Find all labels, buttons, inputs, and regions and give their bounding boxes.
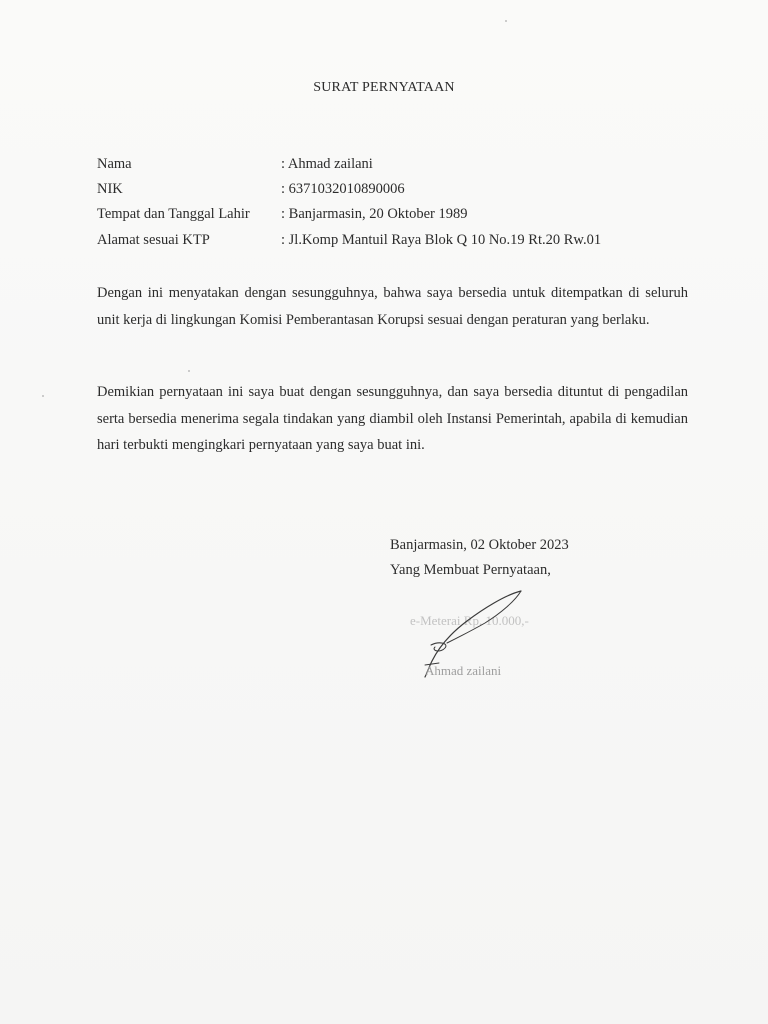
field-label-nama: Nama	[97, 156, 132, 172]
field-label-address: Alamat sesuai KTP	[97, 232, 210, 248]
e-meterai-label: e-Meterai Rp. 10.000,-	[410, 613, 529, 628]
field-value-birth: : Banjarmasin, 20 Oktober 1989	[281, 206, 468, 222]
field-label-nik: NIK	[97, 181, 123, 197]
field-value-address: : Jl.Komp Mantuil Raya Blok Q 10 No.19 Rt.20 Rw.01	[281, 232, 602, 248]
scan-speck	[188, 370, 190, 372]
document-title: SURAT PERNYATAAN	[313, 80, 455, 95]
signer-name: Ahmad zailani	[425, 663, 502, 678]
place-date: Banjarmasin, 02 Oktober 2023	[390, 537, 569, 553]
field-label-birth: Tempat dan Tanggal Lahir	[97, 206, 250, 222]
scan-speck	[505, 20, 507, 22]
field-value-nik: : 6371032010890006	[281, 181, 405, 197]
scan-speck	[42, 395, 44, 397]
statement-paragraph: Dengan ini menyatakan dengan sesungguhnya, bahwa saya bersedia untuk ditempatkan di seluruh unit kerja di lingkungan Komisi Pemberantasan Korupsi sesuai dengan peraturan yang berlaku.	[97, 285, 688, 328]
closing-paragraph: Demikian pernyataan ini saya buat dengan sesungguhnya, dan saya bersedia dituntut di pengadilan serta bersedia menerima segala tindakan yang diambil oleh Instansi Pemerintah, apabila di kemudian hari terbukti mengingkari pernyataan yang saya buat ini.	[97, 384, 688, 453]
signer-role: Yang Membuat Pernyataan,	[390, 562, 551, 578]
field-value-nama: : Ahmad zailani	[281, 156, 373, 172]
